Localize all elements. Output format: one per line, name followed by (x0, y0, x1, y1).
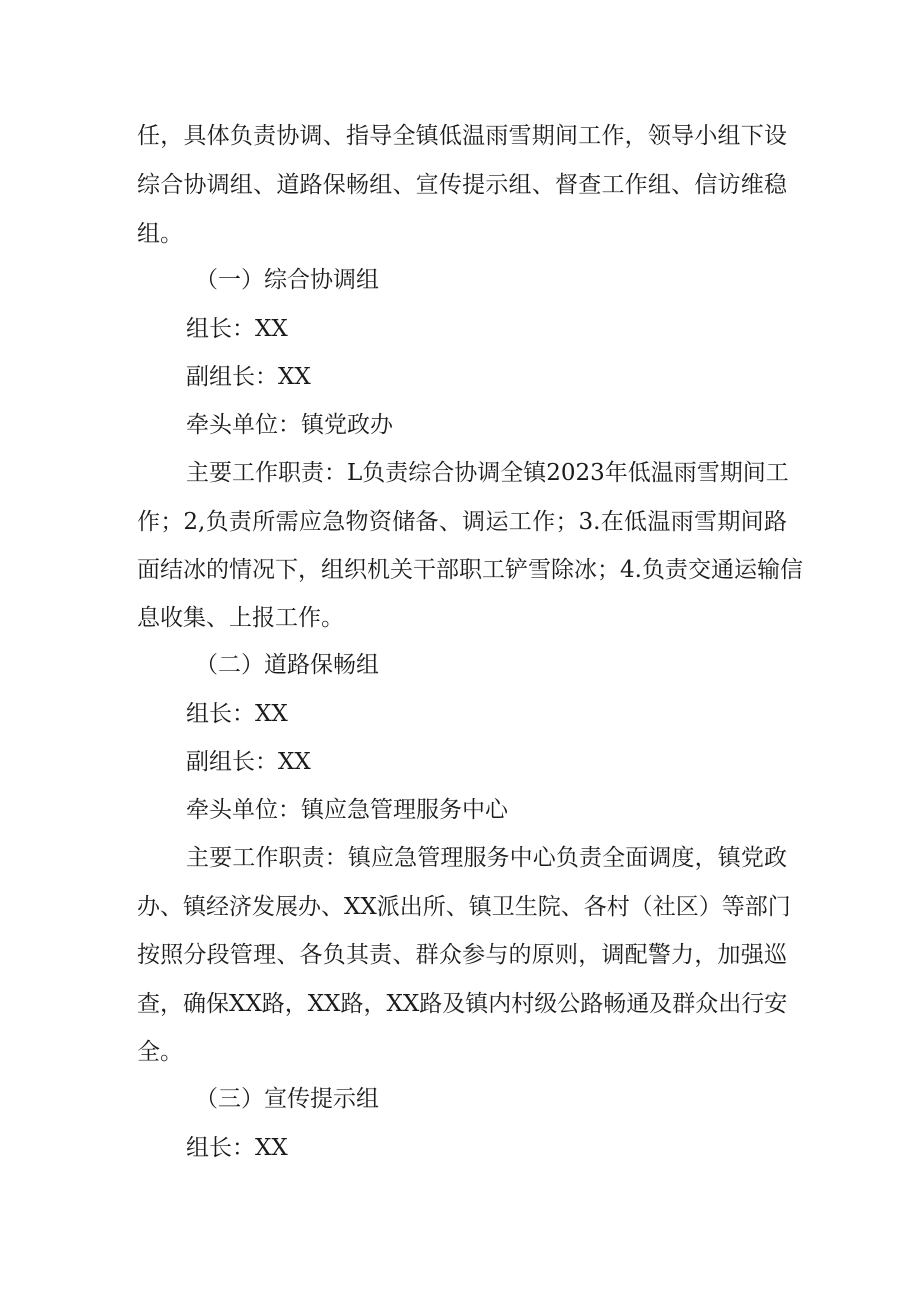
duties-line: 面结冰的情况下，组织机关干部职工铲雪除冰；4.负责交通运输信 (137, 557, 803, 583)
group-leader: 组长：XX (186, 701, 288, 727)
duties-line: 按照分段管理、各负其责、群众参与的原则，调配警力，加强巡 (137, 942, 787, 968)
duties-line: 主要工作职责：镇应急管理服务中心负责全面调度，镇党政 (186, 845, 787, 871)
body-text-line: 综合协调组、道路保畅组、宣传提示组、督查工作组、信访维稳 (137, 172, 787, 198)
duties-line: 主要工作职责：L负责综合协调全镇2023年低温雨雪期间工 (186, 460, 789, 486)
body-text-line: 任，具体负责协调、指导全镇低温雨雪期间工作，领导小组下设 (137, 123, 787, 149)
group-leader: 组长：XX (186, 1135, 288, 1161)
section-heading: （三）宣传提示组 (195, 1086, 379, 1112)
section-heading: （二）道路保畅组 (195, 652, 379, 678)
group-lead-unit: 牵头单位：镇应急管理服务中心 (186, 797, 508, 823)
body-text-line: 组。 (137, 221, 183, 247)
group-leader: 组长：XX (186, 316, 288, 342)
duties-line: 查，确保XX路，XX路，XX路及镇内村级公路畅通及群众出行安 (137, 991, 788, 1017)
group-lead-unit: 牵头单位：镇党政办 (186, 412, 393, 438)
section-heading: （一）综合协调组 (195, 267, 379, 293)
duties-line: 息收集、上报工作。 (137, 605, 344, 631)
group-deputy: 副组长：XX (186, 749, 311, 775)
duties-line: 作；2,负责所需应急物资储备、调运工作；3.在低温雨雪期间路 (137, 509, 787, 535)
duties-line: 全。 (137, 1039, 183, 1065)
group-deputy: 副组长：XX (186, 364, 311, 390)
duties-line: 办、镇经济发展办、XX派出所、镇卫生院、各村（社区）等部门 (137, 894, 791, 920)
